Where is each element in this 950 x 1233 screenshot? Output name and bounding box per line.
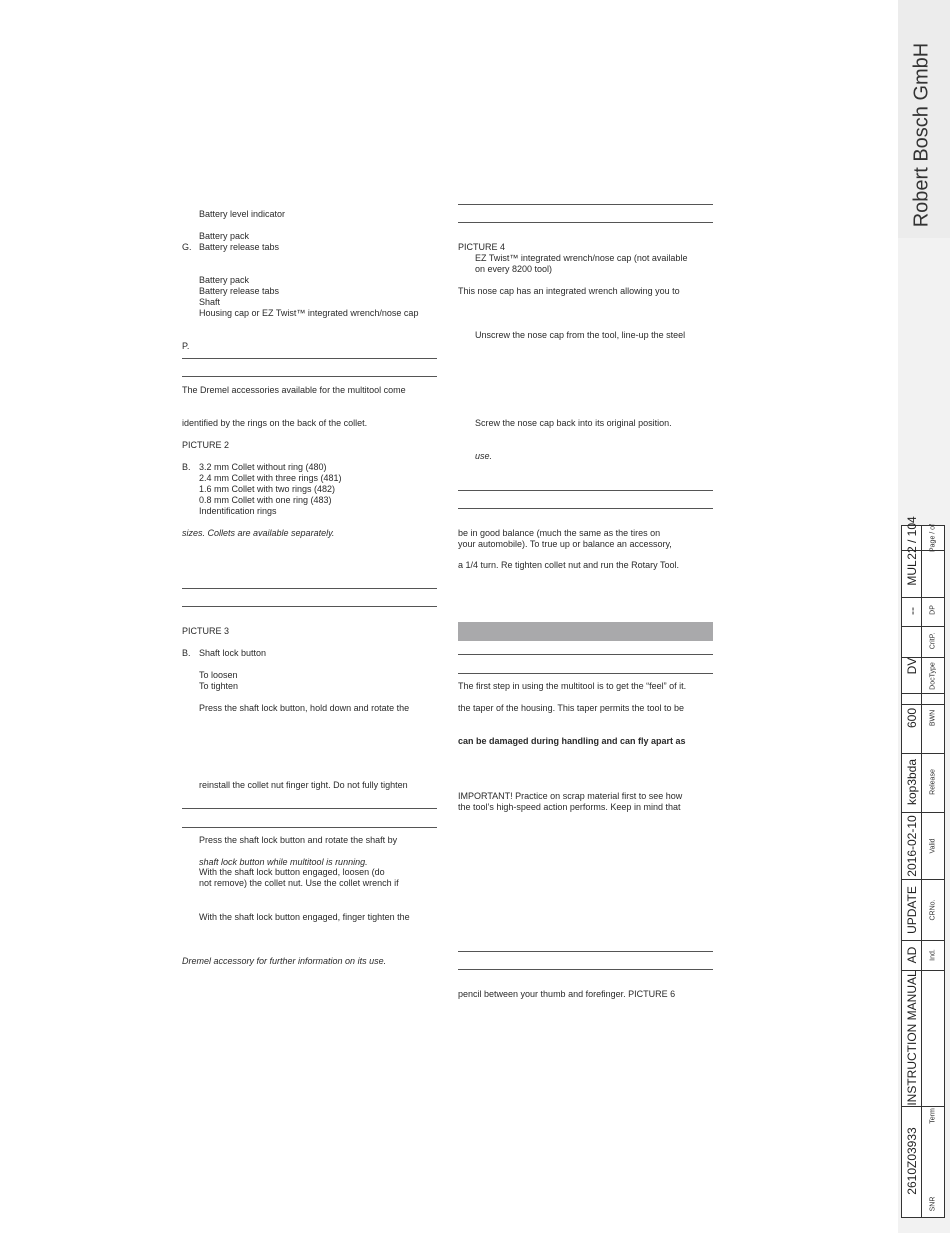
body-text: The first step in using the multitool is to get the “feel” of it. — [458, 681, 687, 691]
doctype-value: DV — [905, 657, 919, 675]
warning-text: can be damaged during handling and can fly apart as — [458, 736, 686, 746]
page-number: 22 / 104 — [905, 516, 919, 560]
battery-pack-label: Battery pack — [199, 231, 250, 241]
body-text: identified by the rings on the back of the collet. — [182, 418, 368, 428]
section-rule — [458, 654, 713, 655]
title-block-separator — [902, 597, 944, 598]
critp-value: -- — [905, 607, 919, 615]
title-block-separator — [902, 753, 944, 754]
battery-release-tabs-label: Battery release tabs — [199, 286, 280, 296]
body-text: the tool’s high-speed action performs. Keep in mind that — [458, 802, 681, 812]
battery-release-tabs-label: Battery release tabs — [199, 242, 280, 252]
item-letter-g: G. — [182, 242, 192, 252]
release-label: Release — [929, 769, 937, 795]
valid-value: 2016-02-10 — [905, 815, 919, 877]
body-text: use. — [475, 451, 493, 461]
snr-value: 2610Z03933 — [905, 1127, 919, 1195]
section-rule — [182, 827, 437, 828]
title-block-separator — [902, 704, 944, 705]
title-block-separator — [902, 879, 944, 880]
critp-label: CritP. — [929, 632, 937, 650]
section-rule — [182, 588, 437, 589]
body-text: With the shaft lock button engaged, finger tighten the — [199, 912, 410, 922]
body-text: reinstall the collet nut finger tight. Do not fully tighten — [199, 780, 408, 790]
section-rule — [458, 222, 713, 223]
body-text: sizes. Collets are available separately. — [182, 528, 335, 538]
crno-label: CRNo. — [929, 899, 937, 921]
body-text: IMPORTANT! Practice on scrap material first to see how — [458, 791, 683, 801]
housing-cap-label: Housing cap or EZ Twist™ integrated wrench/nose cap — [199, 308, 419, 318]
body-text: not remove) the collet nut. Use the collet wrench if — [199, 878, 399, 888]
collet-483: 0.8 mm Collet with one ring (483) — [199, 495, 332, 505]
section-rule — [458, 673, 713, 674]
body-text: pencil between your thumb and forefinger. PICTURE 6 — [458, 989, 676, 999]
title-block-divider — [921, 526, 922, 1217]
body-text: your automobile). To true up or balance an accessory, — [458, 539, 672, 549]
picture-2-ref: PICTURE 2 — [182, 440, 230, 450]
identification-rings: Indentification rings — [199, 506, 277, 516]
dp-value: MUL — [905, 560, 919, 586]
term-label: Term — [929, 1108, 937, 1124]
ind-value: AD — [905, 946, 919, 964]
title-block-separator — [902, 940, 944, 941]
body-text: With the shaft lock button engaged, loosen (do — [199, 867, 385, 877]
ind-label: Ind. — [929, 949, 937, 961]
ez-twist-label: on every 8200 tool) — [475, 264, 553, 274]
body-text: Dremel accessory for further information on its use. — [182, 956, 387, 966]
section-rule — [182, 606, 437, 607]
item-letter-p: P. — [182, 341, 190, 351]
body-text: a 1/4 turn. Re tighten collet nut and run the Rotary Tool. — [458, 560, 679, 570]
bwn-label: BWN — [929, 709, 937, 727]
body-text: Screw the nose cap back into its original position. — [475, 418, 672, 428]
picture-4-ref: PICTURE 4 — [458, 242, 506, 252]
item-letter-b: B. — [182, 462, 191, 472]
title-block-separator — [902, 1106, 944, 1107]
ez-twist-label: EZ Twist™ integrated wrench/nose cap (not available — [475, 253, 688, 263]
title-block — [901, 516, 945, 1218]
shaft-lock-button-label: Shaft lock button — [199, 648, 267, 658]
title-block-separator — [902, 812, 944, 813]
crno-value: UPDATE — [905, 886, 919, 934]
body-text: The Dremel accessories available for the multitool come — [182, 385, 406, 395]
page-label: Page / of — [929, 523, 937, 553]
bwn-value: 600 — [905, 707, 919, 729]
picture-3-ref: PICTURE 3 — [182, 626, 230, 636]
valid-label: Valid — [929, 838, 937, 854]
shaft-label: Shaft — [199, 297, 221, 307]
section-heading-bar — [458, 622, 713, 641]
section-rule — [458, 969, 713, 970]
dp-label: DP — [929, 605, 937, 615]
body-text: Press the shaft lock button, hold down and rotate the — [199, 703, 410, 713]
body-text: shaft lock button while multitool is running. — [199, 857, 368, 867]
body-text: This nose cap has an integrated wrench allowing you to — [458, 286, 680, 296]
section-rule — [182, 376, 437, 377]
body-text: be in good balance (much the same as the tires on — [458, 528, 661, 538]
body-text: Unscrew the nose cap from the tool, line-up the steel — [475, 330, 686, 340]
battery-level-indicator: Battery level indicator — [199, 209, 286, 219]
collet-481: 2.4 mm Collet with three rings (481) — [199, 473, 342, 483]
section-rule — [458, 490, 713, 491]
snr-label: SNR — [929, 1196, 937, 1212]
company-name: Robert Bosch GmbH — [910, 42, 933, 228]
battery-pack-label: Battery pack — [199, 275, 250, 285]
title-block-separator — [902, 626, 944, 627]
title-block-separator — [902, 693, 944, 694]
body-text: Press the shaft lock button and rotate the shaft by — [199, 835, 398, 845]
section-rule — [458, 508, 713, 509]
doctype-label: DocType — [929, 662, 937, 690]
to-loosen-label: To loosen — [199, 670, 238, 680]
item-letter-b: B. — [182, 648, 191, 658]
section-rule — [182, 808, 437, 809]
body-text: the taper of the housing. This taper permits the tool to be — [458, 703, 684, 713]
section-rule — [458, 951, 713, 952]
collet-482: 1.6 mm Collet with two rings (482) — [199, 484, 336, 494]
section-rule — [458, 204, 713, 205]
section-rule — [182, 358, 437, 359]
to-tighten-label: To tighten — [199, 681, 239, 691]
collet-480: 3.2 mm Collet without ring (480) — [199, 462, 327, 472]
term-value: INSTRUCTION MANUAL — [905, 970, 919, 1106]
release-value: kop3bda — [905, 758, 919, 806]
